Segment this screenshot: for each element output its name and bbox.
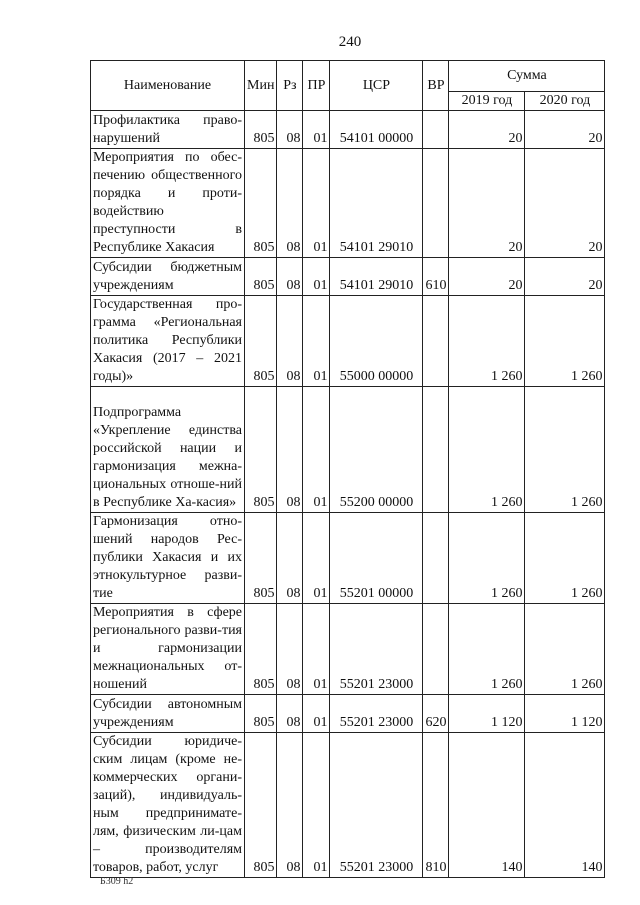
row-name: Субсидии юридиче-ским лицам (кроме не-коммерческих органи-заций), индивидуаль-ным предпринимате-лям, физическим ли-цам – производителям товаров, работ, услуг [91, 733, 245, 878]
row-name: Подпрограмма «Укрепление единства российской нации и гармонизация межна-циональных отноше-ний в Республике Ха-касия» [91, 387, 245, 513]
row-sum-2019: 1 260 [449, 296, 525, 387]
row-pr: 01 [303, 111, 330, 149]
row-sum-2020: 1 260 [525, 296, 605, 387]
row-csr: 54101 29010 [330, 258, 423, 296]
row-sum-2020: 1 260 [525, 513, 605, 604]
table-row [91, 111, 605, 149]
header-vr: ВР [423, 61, 449, 111]
row-csr: 55000 00000 [330, 296, 423, 387]
header-pr: ПР [303, 61, 330, 111]
row-sum-2019: 20 [449, 111, 525, 149]
table-row [91, 733, 605, 878]
row-min: 805 [245, 296, 277, 387]
row-sum-2020: 140 [525, 733, 605, 878]
row-vr [423, 149, 449, 258]
row-sum-2019: 140 [449, 733, 525, 878]
row-sum-2019: 1 260 [449, 513, 525, 604]
page-number: 240 [338, 34, 362, 50]
row-sum-2020: 20 [525, 258, 605, 296]
budget-table [90, 60, 605, 878]
row-name: Мероприятия по обес-печению общественного порядка и проти-водействию преступности в Республике Хакасия [91, 149, 245, 258]
row-vr [423, 111, 449, 149]
row-name: Профилактика право-нарушений [91, 111, 245, 149]
header-csr: ЦСР [330, 61, 423, 111]
table-header [91, 61, 605, 111]
row-vr [423, 296, 449, 387]
row-rz: 08 [277, 513, 303, 604]
row-rz: 08 [277, 258, 303, 296]
header-year-2019: 2019 год [449, 92, 525, 111]
row-name: Гармонизация отно-шений народов Рес-публики Хакасия и их этнокультурное разви-тие [91, 513, 245, 604]
row-name: Субсидии автономным учреждениям [91, 695, 245, 733]
footer-code: Б309 h2 [100, 876, 134, 887]
row-rz: 08 [277, 604, 303, 695]
header-rz: Рз [277, 61, 303, 111]
row-pr: 01 [303, 387, 330, 513]
header-sum: Сумма [449, 61, 605, 92]
row-min: 805 [245, 733, 277, 878]
row-pr: 01 [303, 733, 330, 878]
row-sum-2020: 1 260 [525, 387, 605, 513]
row-name: Субсидии бюджетным учреждениям [91, 258, 245, 296]
row-csr: 55201 23000 [330, 695, 423, 733]
header-year-2020: 2020 год [525, 92, 605, 111]
row-pr: 01 [303, 149, 330, 258]
row-min: 805 [245, 387, 277, 513]
row-sum-2020: 1 260 [525, 604, 605, 695]
row-rz: 08 [277, 149, 303, 258]
row-vr [423, 513, 449, 604]
row-min: 805 [245, 149, 277, 258]
row-csr: 54101 29010 [330, 149, 423, 258]
row-min: 805 [245, 111, 277, 149]
row-sum-2019: 1 260 [449, 604, 525, 695]
row-sum-2020: 1 120 [525, 695, 605, 733]
row-rz: 08 [277, 296, 303, 387]
row-min: 805 [245, 258, 277, 296]
row-min: 805 [245, 513, 277, 604]
table-row [91, 258, 605, 296]
row-vr: 810 [423, 733, 449, 878]
table-row [91, 296, 605, 387]
row-sum-2020: 20 [525, 149, 605, 258]
row-name: Мероприятия в сфере регионального разви-тия и гармонизации межнациональных от-ношений [91, 604, 245, 695]
row-pr: 01 [303, 513, 330, 604]
row-vr: 620 [423, 695, 449, 733]
row-csr: 55201 00000 [330, 513, 423, 604]
row-csr: 54101 00000 [330, 111, 423, 149]
row-rz: 08 [277, 695, 303, 733]
row-pr: 01 [303, 258, 330, 296]
table-row [91, 149, 605, 258]
row-sum-2020: 20 [525, 111, 605, 149]
header-name: Наименование [91, 61, 245, 111]
row-csr: 55200 00000 [330, 387, 423, 513]
row-vr [423, 604, 449, 695]
row-sum-2019: 20 [449, 258, 525, 296]
row-pr: 01 [303, 604, 330, 695]
table-body [91, 111, 605, 878]
table-row [91, 387, 605, 513]
row-vr: 610 [423, 258, 449, 296]
row-sum-2019: 20 [449, 149, 525, 258]
row-csr: 55201 23000 [330, 604, 423, 695]
row-rz: 08 [277, 387, 303, 513]
row-rz: 08 [277, 111, 303, 149]
table-row [91, 513, 605, 604]
row-vr [423, 387, 449, 513]
row-csr: 55201 23000 [330, 733, 423, 878]
row-pr: 01 [303, 695, 330, 733]
row-name: Государственная про-грамма «Региональная политика Республики Хакасия (2017 – 2021 годы)» [91, 296, 245, 387]
header-min: Мин [245, 61, 277, 111]
row-rz: 08 [277, 733, 303, 878]
row-sum-2019: 1 260 [449, 387, 525, 513]
row-sum-2019: 1 120 [449, 695, 525, 733]
table-row [91, 695, 605, 733]
table-row [91, 604, 605, 695]
row-min: 805 [245, 604, 277, 695]
row-min: 805 [245, 695, 277, 733]
row-pr: 01 [303, 296, 330, 387]
